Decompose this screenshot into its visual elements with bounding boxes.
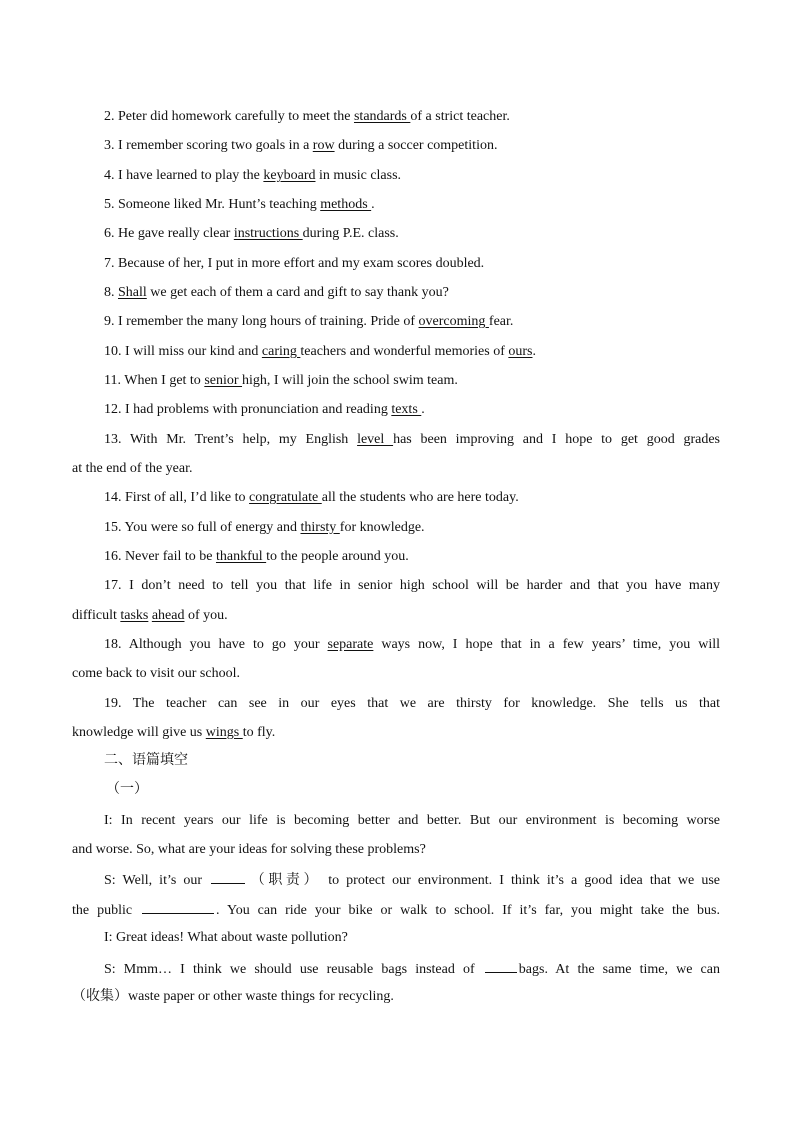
sentence-12: 12. I had problems with pronunciation and reading texts . xyxy=(104,402,425,417)
sentence-8: 8. Shall we get each of them a card and gift to say thank you? xyxy=(104,285,449,300)
dialogue-line-2: S: Well, it’s our （职责） to protect our environment. I think it’s a good idea that we use xyxy=(104,870,720,890)
sentence-18: 18. Although you have to go your separate ways now, I hope that in a few years’ time, you will xyxy=(104,637,720,652)
sentence-16: 16. Never fail to be thankful to the people around you. xyxy=(104,549,409,564)
dialogue-line-4: S: Mmm… I think we should use reusable bags instead of bags. At the same time, we can xyxy=(104,959,720,979)
sentence-19: 19. The teacher can see in our eyes that we are thirsty for knowledge. She tells us that xyxy=(104,696,720,711)
sentence-17: 17. I don’t need to tell you that life in senior high school will be harder and that you have many xyxy=(104,578,720,593)
sentence-11: 11. When I get to senior high, I will join the school swim team. xyxy=(104,373,458,388)
section-title: 二、语篇填空 xyxy=(104,752,188,768)
dialogue-line-3: I: Great ideas! What about waste pollution? xyxy=(104,930,348,945)
dialogue-line-2-continued: the public . You can ride your bike or walk to school. If it’s far, you might take the bus. xyxy=(72,900,720,920)
sentence-3: 3. I remember scoring two goals in a row during a soccer competition. xyxy=(104,138,498,153)
dialogue-line-4-continued: （收集）waste paper or other waste things for recycling. xyxy=(72,989,394,1004)
sentence-7: 7. Because of her, I put in more effort and my exam scores doubled. xyxy=(104,256,485,271)
sentence-9: 9. I remember the many long hours of training. Pride of overcoming fear. xyxy=(104,314,514,329)
sentence-19-continued: knowledge will give us wings to fly. xyxy=(72,725,276,740)
dialogue-line-1-continued: and worse. So, what are your ideas for solving these problems? xyxy=(72,842,426,857)
sentence-6: 6. He gave really clear instructions during P.E. class. xyxy=(104,226,399,241)
sentence-13: 13. With Mr. Trent’s help, my English level has been improving and I hope to get good grades xyxy=(104,432,720,447)
sentence-2: 2. Peter did homework carefully to meet the standards of a strict teacher. xyxy=(104,109,510,124)
sentence-10: 10. I will miss our kind and caring teachers and wonderful memories of ours. xyxy=(104,344,536,359)
sentence-18-continued: come back to visit our school. xyxy=(72,666,240,681)
sentence-13-continued: at the end of the year. xyxy=(72,461,193,476)
answer-blank[interactable] xyxy=(485,959,517,973)
sentence-4: 4. I have learned to play the keyboard in music class. xyxy=(104,168,402,183)
sentence-17-continued: difficult tasks ahead of you. xyxy=(72,608,228,623)
answer-blank[interactable] xyxy=(211,870,245,884)
dialogue-line-1: I: In recent years our life is becoming better and better. But our environment is becoming worse xyxy=(104,813,720,828)
sentence-15: 15. You were so full of energy and thirsty for knowledge. xyxy=(104,520,425,535)
answer-blank[interactable] xyxy=(142,900,214,914)
section-subtitle: （一） xyxy=(106,781,148,797)
sentence-14: 14. First of all, I’d like to congratulate all the students who are here today. xyxy=(104,490,519,505)
sentence-5: 5. Someone liked Mr. Hunt’s teaching methods . xyxy=(104,197,375,212)
